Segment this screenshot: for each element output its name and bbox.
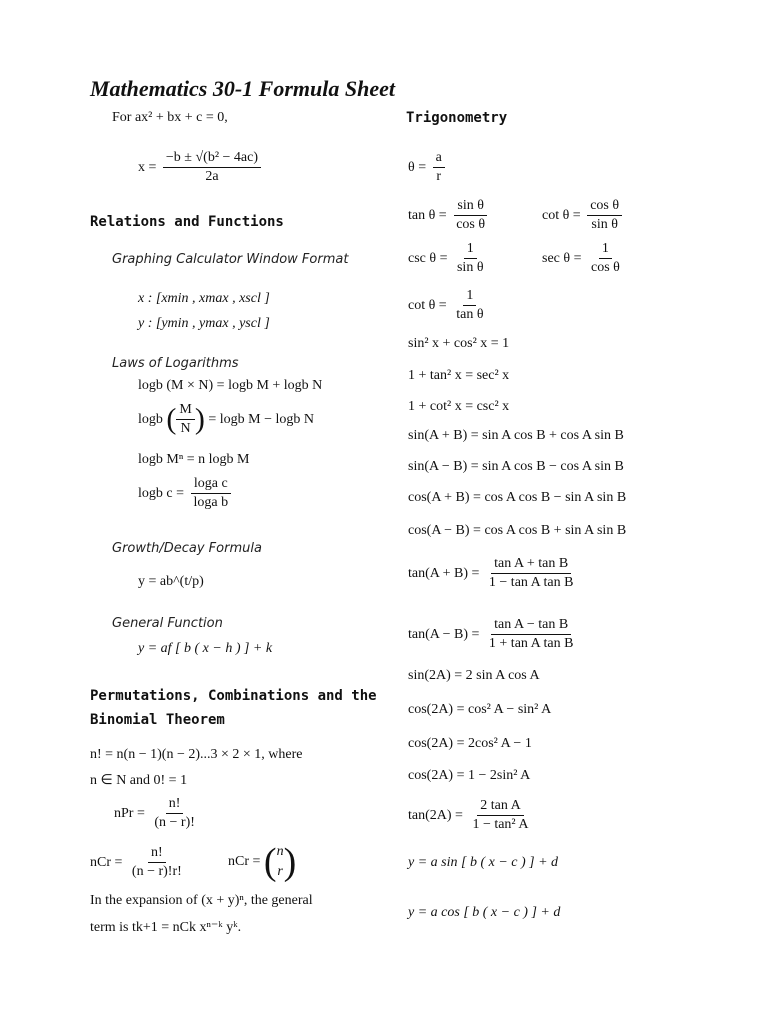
radian-lhs: θ = <box>408 159 427 175</box>
binomial-bottom: r <box>277 864 283 879</box>
pythagorean-identity-1: sin² x + cos² x = 1 <box>408 336 510 351</box>
permutations-heading-line2: Binomial Theorem <box>90 712 225 728</box>
factorial-condition: n ∈ N and 0! = 1 <box>90 773 188 788</box>
log-product-law: logb (M × N) = logb M + logb N <box>138 378 323 393</box>
quadratic-formula <box>138 150 264 185</box>
radian-formula <box>408 150 448 185</box>
log-change-num: loga c <box>191 476 231 494</box>
tan-diff-lhs: tan(A − B) = <box>408 626 480 642</box>
cos-sum-identity: cos(A + B) = cos A cos B − sin A sin B <box>408 490 627 505</box>
general-function-heading: General Function <box>112 616 223 631</box>
log-quotient-fraction <box>176 402 194 437</box>
sin-double-angle: sin(2A) = 2 sin A cos A <box>408 668 540 683</box>
relations-heading: Relations and Functions <box>90 214 284 230</box>
tan-double-lhs: tan(2A) = <box>408 807 463 823</box>
page-title: Mathematics 30-1 Formula Sheet <box>90 76 395 101</box>
log-quotient-lhs: logb <box>138 411 163 427</box>
sec-identity <box>542 241 626 276</box>
csc-num: 1 <box>464 241 477 259</box>
general-function-formula: y = af [ b ( x − h ) ] + k <box>138 641 273 656</box>
sin-difference-identity: sin(A − B) = sin A cos B − cos A sin B <box>408 459 624 474</box>
log-quotient-rhs: = logb M − logb N <box>208 411 314 427</box>
pythagorean-identity-3: 1 + cot² x = csc² x <box>408 399 510 414</box>
cos-difference-identity: cos(A − B) = cos A cos B + sin A sin B <box>408 523 627 538</box>
sec-lhs: sec θ = <box>542 250 582 266</box>
pythagorean-identity-2: 1 + tan² x = sec² x <box>408 368 510 383</box>
trigonometry-heading: Trigonometry <box>406 110 508 126</box>
csc-lhs: csc θ = <box>408 250 448 266</box>
growth-decay-formula: y = ab^(t/p) <box>138 574 204 589</box>
cot2-den: tan θ <box>456 307 484 323</box>
quadratic-lhs: x = <box>138 159 157 175</box>
log-quotient-den: N <box>180 421 191 437</box>
log-change-of-base <box>138 476 234 511</box>
log-change-lhs: logb c = <box>138 485 184 501</box>
window-y: y : [ymin , ymax , yscl ] <box>138 316 270 331</box>
tan-diff-fraction <box>486 617 577 652</box>
tan-sum-lhs: tan(A + B) = <box>408 565 480 581</box>
quadratic-intro: For ax² + bx + c = 0, <box>112 110 228 125</box>
tan-difference-identity <box>408 617 579 652</box>
binomial-top: n <box>276 843 284 859</box>
tan-sum-fraction <box>486 556 577 591</box>
window-x: x : [xmin , xmax , xscl ] <box>138 291 270 306</box>
sec-fraction <box>588 241 623 276</box>
binomial-expansion-line2: term is tk+1 = nCk xⁿ⁻ᵏ yᵏ. <box>90 920 242 935</box>
combination-fraction <box>129 845 185 880</box>
binomial-expansion-line1: In the expansion of (x + y)ⁿ, the general <box>90 893 313 908</box>
cot2-num: 1 <box>463 288 476 306</box>
permutation-fraction <box>151 796 198 831</box>
radian-fraction <box>433 150 445 185</box>
log-power-law: logb Mⁿ = n logb M <box>138 452 250 467</box>
logarithms-heading: Laws of Logarithms <box>112 356 239 371</box>
permutation-num: n! <box>166 796 184 814</box>
tan-double-angle <box>408 798 534 833</box>
log-quotient-law: logb ( $\frac{M}{N}$ ) = logb M − logb N <box>138 402 314 437</box>
log-quotient-num: M <box>176 402 194 420</box>
cot-lhs: cot θ = <box>542 207 581 223</box>
combination-lhs: nCr = <box>90 854 123 870</box>
csc-den: sin θ <box>456 260 484 276</box>
tan-double-fraction <box>469 798 531 833</box>
tan-diff-num: tan A − tan B <box>491 617 571 635</box>
permutation-lhs: nPr = <box>114 805 145 821</box>
cot-reciprocal-identity <box>408 288 490 323</box>
cot-fraction <box>587 198 622 233</box>
csc-fraction <box>454 241 487 276</box>
cot-identity <box>542 198 625 233</box>
tan-den: cos θ <box>456 217 486 233</box>
tan-diff-den: 1 + tan A tan B <box>488 636 574 652</box>
cos-double-angle-1: cos(2A) = cos² A − sin² A <box>408 702 552 717</box>
tan-lhs: tan θ = <box>408 207 447 223</box>
sinusoid-sin-equation: y = a sin [ b ( x − c ) ] + d <box>408 855 559 870</box>
tan-identity <box>408 198 491 233</box>
log-change-fraction <box>191 476 232 511</box>
tan-sum-den: 1 − tan A tan B <box>488 575 574 591</box>
csc-identity <box>408 241 490 276</box>
sin-sum-identity: sin(A + B) = sin A cos B + cos A sin B <box>408 428 624 443</box>
binomial-coefficient <box>277 844 284 880</box>
factorial-definition: n! = n(n − 1)(n − 2)...3 × 2 × 1, where <box>90 747 303 762</box>
tan-sum-num: tan A + tan B <box>491 556 571 574</box>
tan-double-den: 1 − tan² A <box>472 817 529 833</box>
tan-num: sin θ <box>454 198 487 216</box>
window-format-heading: Graphing Calculator Window Format <box>112 252 349 267</box>
combination-den: (n − r)!r! <box>131 864 182 880</box>
tan-double-num: 2 tan A <box>477 798 523 816</box>
quadratic-numerator: −b ± √(b² − 4ac) <box>163 150 261 168</box>
combination2-lhs: nCr = <box>228 854 261 870</box>
combination-num: n! <box>148 845 166 863</box>
quadratic-denominator: 2a <box>205 169 219 185</box>
quadratic-fraction <box>163 150 261 185</box>
cot-num: cos θ <box>587 198 622 216</box>
tan-fraction <box>453 198 488 233</box>
radian-den: r <box>436 169 442 185</box>
combination-formula <box>90 845 188 880</box>
sinusoid-cos-equation: y = a cos [ b ( x − c ) ] + d <box>408 905 561 920</box>
radian-num: a <box>433 150 445 168</box>
tan-sum-identity <box>408 556 579 591</box>
log-change-den: loga b <box>193 495 229 511</box>
cot2-lhs: cot θ = <box>408 297 447 313</box>
cos-double-angle-3: cos(2A) = 1 − 2sin² A <box>408 768 531 783</box>
combination-binomial-notation: nCr = ( n r ) <box>228 841 297 883</box>
permutation-den: (n − r)! <box>154 815 195 831</box>
permutations-heading-line1: Permutations, Combinations and the <box>90 688 377 704</box>
cos-double-angle-2: cos(2A) = 2cos² A − 1 <box>408 736 532 751</box>
sec-num: 1 <box>599 241 612 259</box>
cot-den: sin θ <box>591 217 618 233</box>
permutation-formula <box>114 796 201 831</box>
cot2-fraction <box>453 288 486 323</box>
sec-den: cos θ <box>590 260 620 276</box>
growth-decay-heading: Growth/Decay Formula <box>112 541 262 556</box>
